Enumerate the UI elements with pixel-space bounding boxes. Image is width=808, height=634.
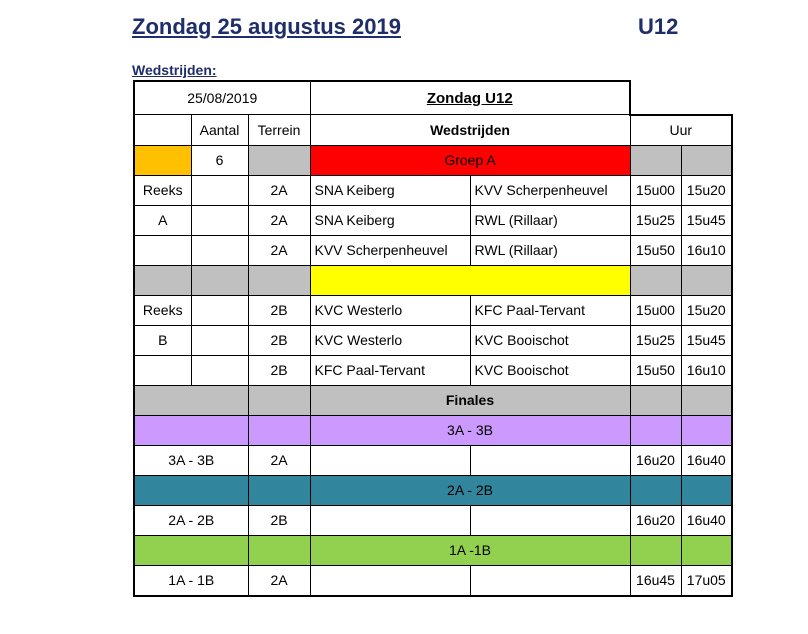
day-title-cell: Zondag U12 <box>310 81 630 115</box>
reeks-cell <box>134 355 191 385</box>
final-band <box>134 475 732 505</box>
table-row <box>134 295 732 325</box>
end-time: 15u45 <box>681 325 732 355</box>
table-row <box>134 355 732 385</box>
start-time: 15u25 <box>630 205 681 235</box>
home-team: KFC Paal-Tervant <box>310 355 470 385</box>
reeks-cell: Reeks <box>134 175 191 205</box>
table-row <box>134 565 732 596</box>
color-cell <box>630 475 681 505</box>
gray-cell <box>248 385 310 415</box>
terrein-cell: 2B <box>248 325 310 355</box>
finales-band <box>134 385 732 415</box>
gray-cell <box>630 265 681 295</box>
start-time: 15u25 <box>630 325 681 355</box>
home-team: KVC Westerlo <box>310 325 470 355</box>
age-category: U12 <box>638 14 679 39</box>
empty-cell <box>470 445 630 475</box>
reeks-cell <box>134 235 191 265</box>
color-cell <box>248 415 310 445</box>
gray-cell <box>248 265 310 295</box>
color-cell <box>134 535 248 565</box>
table-row <box>134 445 732 475</box>
end-time: 15u45 <box>681 205 732 235</box>
group-a-band <box>134 145 732 175</box>
table-row <box>134 325 732 355</box>
away-team: KVC Booischot <box>470 325 630 355</box>
color-cell <box>134 475 248 505</box>
yellow-band <box>310 265 630 295</box>
empty-cell <box>630 81 732 115</box>
empty-cell <box>470 565 630 596</box>
count-cell: 6 <box>191 145 248 175</box>
away-team: KFC Paal-Tervant <box>470 295 630 325</box>
away-team: RWL (Rillaar) <box>470 205 630 235</box>
empty-cell <box>191 295 248 325</box>
gray-cell <box>134 385 248 415</box>
terrein-cell: 2A <box>248 175 310 205</box>
end-time: 16u10 <box>681 355 732 385</box>
gray-cell <box>630 385 681 415</box>
column-header-row <box>134 115 732 146</box>
date-cell: 25/08/2019 <box>134 81 310 115</box>
empty-cell <box>310 565 470 596</box>
final-band-label: 1A -1B <box>310 535 630 565</box>
empty-cell <box>134 115 191 146</box>
away-team: KVV Scherpenheuvel <box>470 175 630 205</box>
final-label: 2A - 2B <box>134 505 248 535</box>
table-header-row <box>134 81 732 115</box>
start-time: 16u20 <box>630 505 681 535</box>
col-aantal: Aantal <box>191 115 248 146</box>
section-subtitle: Wedstrijden: <box>132 62 217 78</box>
start-time: 16u45 <box>630 565 681 596</box>
group-b-band <box>134 265 732 295</box>
gray-cell <box>134 265 191 295</box>
page-title: Zondag 25 augustus 2019 <box>132 14 401 39</box>
col-terrein: Terrein <box>248 115 310 146</box>
final-band-label: 3A - 3B <box>310 415 630 445</box>
color-cell <box>681 415 732 445</box>
empty-cell <box>191 235 248 265</box>
color-cell <box>134 415 248 445</box>
group-a-label: Groep A <box>310 145 630 175</box>
start-time: 15u50 <box>630 355 681 385</box>
empty-cell <box>310 445 470 475</box>
final-label: 1A - 1B <box>134 565 248 596</box>
table-row <box>134 235 732 265</box>
col-wedstrijden: Wedstrijden <box>310 115 630 146</box>
terrein-cell: 2A <box>248 235 310 265</box>
end-time: 16u40 <box>681 445 732 475</box>
empty-cell <box>191 325 248 355</box>
empty-cell <box>191 355 248 385</box>
terrein-cell: 2B <box>248 295 310 325</box>
away-team: KVC Booischot <box>470 355 630 385</box>
start-time: 15u00 <box>630 295 681 325</box>
reeks-cell: Reeks <box>134 295 191 325</box>
home-team: KVC Westerlo <box>310 295 470 325</box>
gray-cell <box>191 265 248 295</box>
end-time: 15u20 <box>681 295 732 325</box>
empty-cell <box>191 175 248 205</box>
col-uur: Uur <box>630 115 732 146</box>
reeks-cell: A <box>134 205 191 235</box>
table-row <box>134 505 732 535</box>
final-band <box>134 415 732 445</box>
color-cell <box>681 475 732 505</box>
color-cell <box>630 535 681 565</box>
home-team: SNA Keiberg <box>310 205 470 235</box>
terrein-cell: 2B <box>248 505 310 535</box>
empty-cell <box>191 205 248 235</box>
end-time: 16u10 <box>681 235 732 265</box>
finales-label: Finales <box>310 385 630 415</box>
reeks-cell: B <box>134 325 191 355</box>
empty-cell <box>310 505 470 535</box>
gray-cell <box>630 145 681 175</box>
away-team: RWL (Rillaar) <box>470 235 630 265</box>
color-cell <box>681 535 732 565</box>
color-cell <box>248 475 310 505</box>
terrein-cell: 2A <box>248 205 310 235</box>
gray-cell <box>681 385 732 415</box>
final-band <box>134 535 732 565</box>
end-time: 15u20 <box>681 175 732 205</box>
home-team: SNA Keiberg <box>310 175 470 205</box>
table-row <box>134 175 732 205</box>
table-row <box>134 205 732 235</box>
color-cell <box>248 535 310 565</box>
gray-cell <box>681 145 732 175</box>
schedule-table <box>133 80 733 597</box>
terrein-cell: 2A <box>248 445 310 475</box>
empty-cell <box>470 505 630 535</box>
terrein-cell: 2B <box>248 355 310 385</box>
color-cell <box>630 415 681 445</box>
terrein-cell: 2A <box>248 565 310 596</box>
gray-cell <box>681 265 732 295</box>
start-time: 16u20 <box>630 445 681 475</box>
start-time: 15u00 <box>630 175 681 205</box>
color-swatch <box>134 145 191 175</box>
end-time: 16u40 <box>681 505 732 535</box>
start-time: 15u50 <box>630 235 681 265</box>
final-band-label: 2A - 2B <box>310 475 630 505</box>
end-time: 17u05 <box>681 565 732 596</box>
home-team: KVV Scherpenheuvel <box>310 235 470 265</box>
gray-cell <box>248 145 310 175</box>
final-label: 3A - 3B <box>134 445 248 475</box>
